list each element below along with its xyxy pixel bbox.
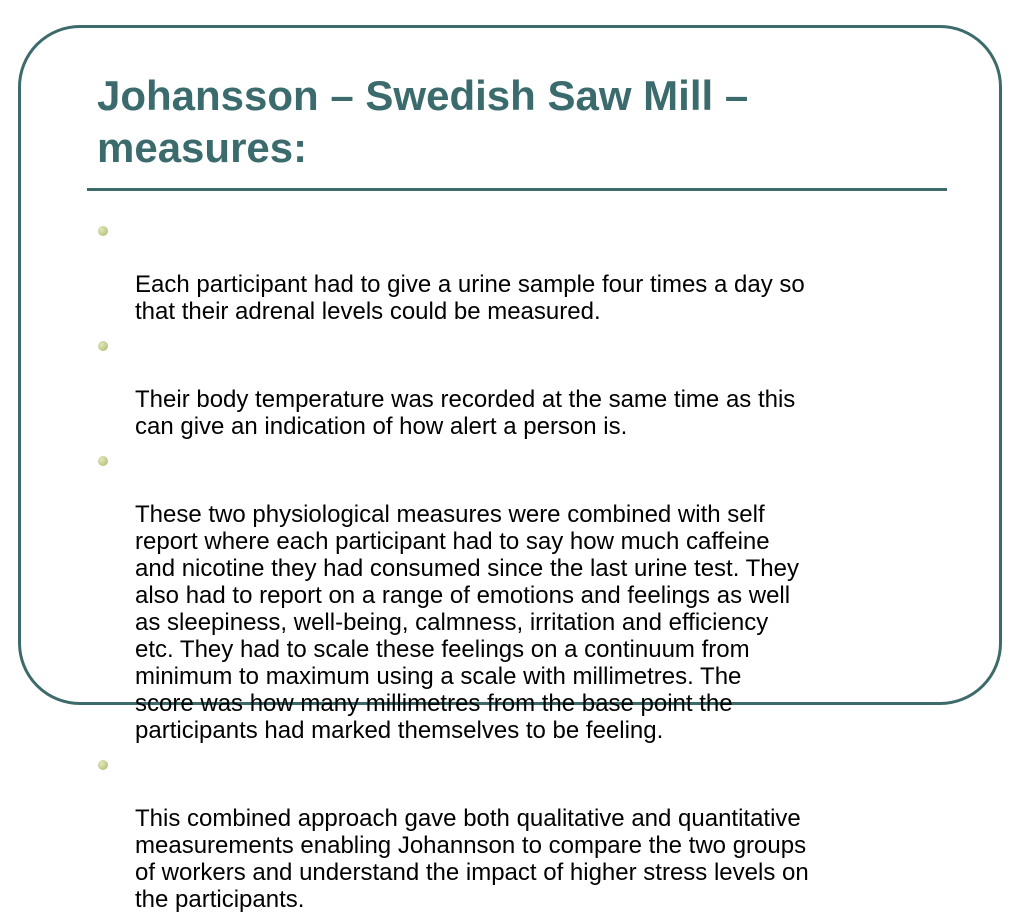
bullet-list: [97, 217, 947, 920]
bullet-item: [97, 332, 947, 440]
bullet-text: This combined approach gave both qualitative and quantitative measurements enabling Johannson to compare the two groups of workers and understand the impact of higher stress levels on the participants.: [135, 805, 809, 913]
bullet-item: [97, 217, 947, 325]
slide-title: Johansson – Swedish Saw Mill – measures:: [97, 72, 749, 171]
bullet-text: These two physiological measures were combined with self report where each participant had to say how much caffeine and nicotine they had consumed since the last urine test. They also had to report on a range of emotions and feelings as well as sleepiness, well-being, calmness, irritation and efficiency etc. They had to scale these feelings on a continuum from minimum to maximum using a scale with millimetres. The score was how many millimetres from the base point the participants had marked themselves to be feeling.: [135, 501, 799, 744]
bullet-icon: [98, 760, 108, 770]
bullet-icon: [98, 341, 108, 351]
bullet-item: [97, 751, 947, 913]
bullet-item: [97, 447, 947, 744]
bullet-text: Each participant had to give a urine sample four times a day so that their adrenal levels could be measured.: [135, 271, 805, 325]
bullet-icon: [98, 226, 108, 236]
title-divider: [87, 188, 947, 191]
bullet-text: Their body temperature was recorded at the same time as this can give an indication of how alert a person is.: [135, 386, 796, 440]
bullet-icon: [98, 456, 108, 466]
